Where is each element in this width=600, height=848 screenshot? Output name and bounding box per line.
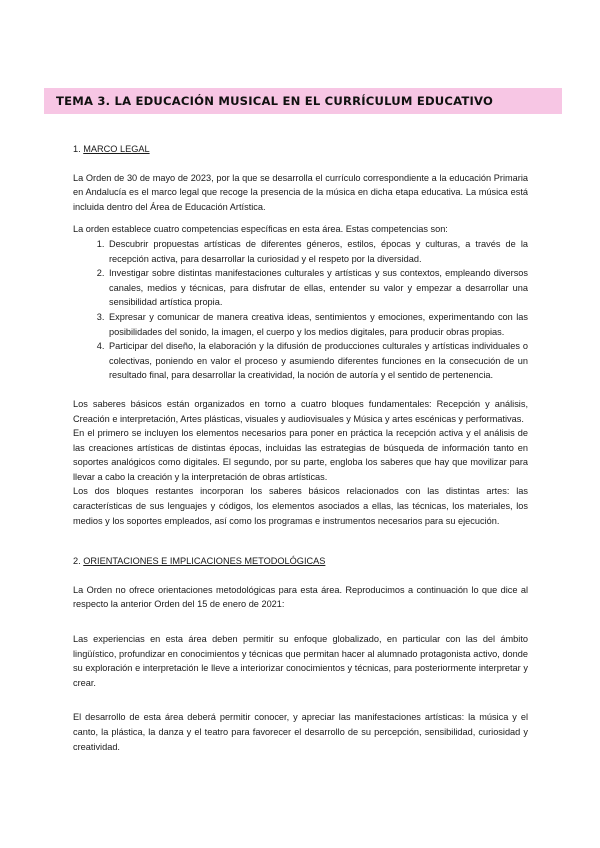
title-band	[44, 88, 562, 114]
section-2-heading	[73, 554, 528, 569]
page-title: TEMA 3. LA EDUCACIÓN MUSICAL EN EL CURRÍCULUM EDUCATIVO	[56, 94, 494, 108]
competencia-item: 1. Descubrir propuestas artísticas de diferentes géneros, estilos, épocas y culturas, a través de la recepción activa, para desarrollar la curiosidad y el respeto por la diversidad.	[107, 237, 528, 266]
section-2-paragraph-1: La Orden no ofrece orientaciones metodológicas para esta área. Reproducimos a continuación lo que dice al respecto la anterior Orden del 15 de enero de 2021:	[73, 584, 528, 610]
competencias-list	[73, 237, 528, 383]
competencia-item: 4. Participar del diseño, la elaboración y la difusión de producciones culturales y artísticas individuales o colectivas, poniendo en valor el proceso y asumiendo diferentes funciones en la consecución de un resultado final, para desarrollar la creatividad, la noción de autoría y el sentido de pertenencia.	[107, 339, 528, 383]
section-2-number: 2.	[73, 556, 81, 567]
section-1-paragraph-4: En el primero se incluyen los elementos necesarios para poner en práctica la recepción activa y el análisis de las creaciones artísticas de distintas épocas, incluidas las estrategias de búsqueda de información tanto en soportes analógicos como digitales. El segundo, por su parte, engloba los saberes que hay que movilizar para llevar a cabo la creación y la interpretación de obras artísticas.	[73, 428, 528, 482]
section-1-paragraph-1: La Orden de 30 de mayo de 2023, por la que se desarrolla el currículo correspondiente a la educación Primaria en Andalucía es el marco legal que recoge la presencia de la música en dicha etapa educativa. La música está incluida dentro del Área de Educación Artística.	[73, 172, 528, 212]
section-1-heading	[73, 142, 528, 157]
section-2-paragraph-3: El desarrollo de esta área deberá permitir conocer, y apreciar las manifestaciones artísticas: la música y el canto, la plástica, la danza y el teatro para favorecer el desarrollo de su percepción, sensibilidad, curiosidad y creatividad.	[73, 712, 528, 752]
section-2-title: ORIENTACIONES E IMPLICACIONES METODOLÓGICAS	[83, 556, 326, 567]
section-2-paragraph-2: Las experiencias en esta área deben permitir su enfoque globalizado, en particular con las del ámbito lingüístico, profundizar en conocimientos y técnicas que permitan hacer al alumnado protagonista activo, donde su exploración e interpretación le lleve a interiorizar conocimientos y técnicas, para posteriormente interpretar y crear.	[73, 634, 528, 688]
document-body	[73, 142, 528, 754]
section-1-paragraph-2: La orden establece cuatro competencias específicas en esta área. Estas competencias son:	[73, 224, 448, 235]
section-1-paragraph-3: Los saberes básicos están organizados en torno a cuatro bloques fundamentales: Recepción y análisis, Creación e interpretación, Artes plásticas, visuales y audiovisuales y Música y artes escénicas y performativas.	[73, 398, 528, 424]
competencia-item: 3. Expresar y comunicar de manera creativa ideas, sentimientos y emociones, experimentando con las posibilidades del sonido, la imagen, el cuerpo y los medios digitales, para producir obras propias.	[107, 310, 528, 339]
section-1-title: MARCO LEGAL	[83, 144, 150, 154]
section-1-paragraph-5: Los dos bloques restantes incorporan los saberes básicos relacionados con las distintas artes: las características de sus lenguajes y códigos, los elementos asociados a ellas, las técnicas, los materiales, los medios y los soportes empleados, así como los programas e instrumentos necesarios para su ejecución.	[73, 486, 528, 526]
section-1-number: 1.	[73, 144, 81, 154]
competencia-item: 2. Investigar sobre distintas manifestaciones culturales y artísticas y sus contextos, empleando diversos canales, medios y técnicas, para disfrutar de ellas, entender su valor y empezar a desarrollar una sensibilidad artística propia.	[107, 266, 528, 310]
